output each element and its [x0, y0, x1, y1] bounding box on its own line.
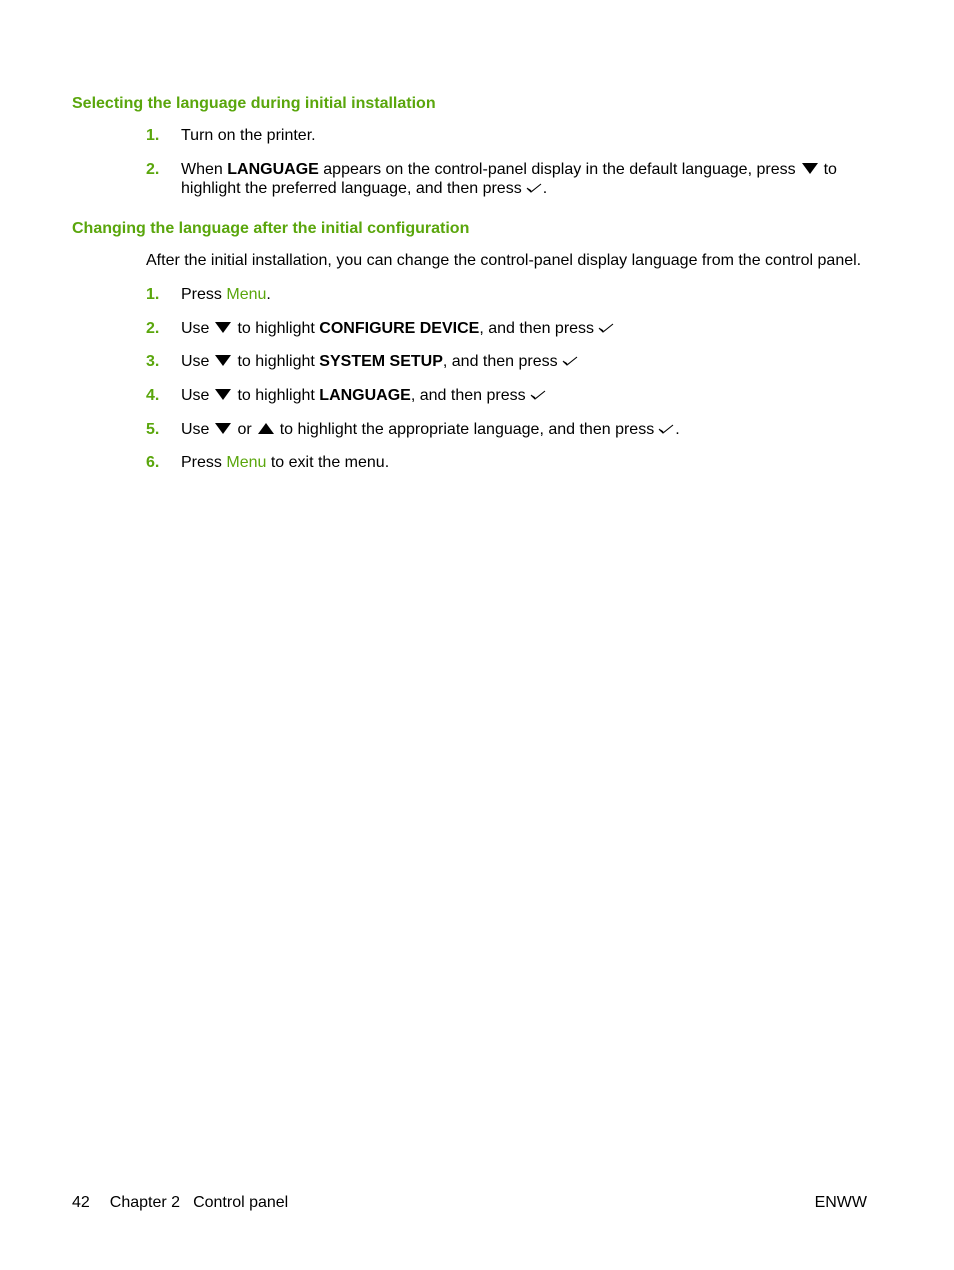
- step-number: 1.: [146, 286, 160, 303]
- step-text: .: [675, 421, 680, 438]
- step-text: Use: [181, 320, 210, 337]
- step-text: highlight the preferred language, and then press: [181, 180, 522, 197]
- menu-item-name: SYSTEM SETUP: [319, 353, 443, 370]
- down-arrow-icon: [215, 355, 231, 366]
- step-number: 2.: [146, 161, 160, 178]
- step-text: .: [266, 286, 271, 303]
- checkmark-icon: [658, 424, 674, 434]
- down-arrow-icon: [802, 163, 818, 174]
- step-text: Use: [181, 387, 210, 404]
- page-footer-left: [72, 1193, 288, 1212]
- menu-item-name: CONFIGURE DEVICE: [319, 320, 480, 337]
- down-arrow-icon: [215, 423, 231, 434]
- step-text: appears on the control-panel display in the default language, press: [323, 161, 796, 178]
- list-item: [146, 386, 876, 405]
- checkmark-icon: [526, 183, 542, 193]
- step-number: 5.: [146, 421, 160, 438]
- list-item: [146, 319, 876, 338]
- step-text: to exit the menu.: [270, 454, 390, 471]
- step-text: to highlight the appropriate language, and then press: [279, 421, 655, 438]
- step-text: Press: [181, 286, 222, 303]
- step-text: , and then press: [410, 387, 526, 404]
- up-arrow-icon: [258, 423, 274, 434]
- step-text: to highlight: [237, 353, 315, 370]
- list-item: [146, 285, 876, 304]
- menu-button-label: Menu: [226, 454, 267, 471]
- step-number: 2.: [146, 320, 160, 337]
- step-text: Press: [181, 454, 222, 471]
- page-number: 42: [72, 1194, 90, 1211]
- step-number: 4.: [146, 387, 160, 404]
- chapter-title: Control panel: [193, 1194, 289, 1211]
- chapter-label: Chapter 2: [109, 1194, 181, 1211]
- menu-item-name: LANGUAGE: [319, 387, 411, 404]
- menu-item-name: LANGUAGE: [227, 161, 319, 178]
- section-heading-after-configuration: Changing the language after the initial configuration: [72, 220, 470, 237]
- menu-button-label: Menu: [226, 286, 267, 303]
- step-text: to highlight: [237, 387, 315, 404]
- step-text: When: [181, 161, 223, 178]
- list-item: [146, 160, 876, 198]
- step-number: 3.: [146, 353, 160, 370]
- step-text: or: [237, 421, 252, 438]
- down-arrow-icon: [215, 322, 231, 333]
- page-footer-right: [815, 1193, 867, 1212]
- list-item: [146, 453, 876, 472]
- step-number: 1.: [146, 127, 160, 144]
- step-text: , and then press: [442, 353, 558, 370]
- checkmark-icon: [598, 323, 614, 333]
- down-arrow-icon: [215, 389, 231, 400]
- list-item: [146, 420, 876, 439]
- step-text: , and then press: [479, 320, 595, 337]
- step-text: to highlight: [237, 320, 315, 337]
- step-text: Use: [181, 421, 210, 438]
- step-text: Turn on the printer.: [181, 127, 316, 144]
- step-text: Use: [181, 353, 210, 370]
- list-item: [146, 352, 876, 371]
- list-item: [146, 126, 876, 145]
- step-text: to: [823, 161, 837, 178]
- step-text: .: [542, 180, 548, 197]
- checkmark-icon: [562, 356, 578, 366]
- footer-code: ENWW: [814, 1194, 867, 1211]
- intro-paragraph: After the initial installation, you can change the control-panel display language from the control panel.: [146, 252, 862, 269]
- section-heading-initial-installation: Selecting the language during initial installation: [72, 95, 436, 112]
- checkmark-icon: [530, 390, 546, 400]
- step-number: 6.: [146, 454, 160, 471]
